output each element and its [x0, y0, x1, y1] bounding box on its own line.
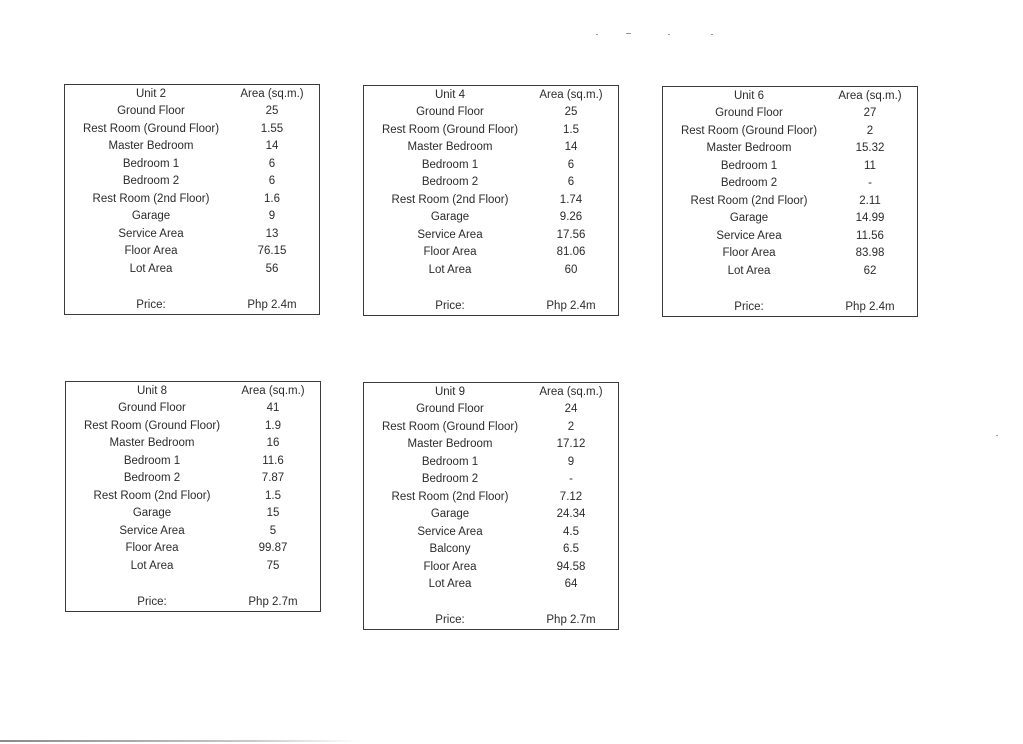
scan-speck — [711, 34, 713, 35]
room-area-value: 2.11 — [859, 194, 881, 207]
room-area-value: 9 — [567, 455, 575, 468]
room-area-value: 9 — [268, 210, 276, 223]
room-area-value: 13 — [265, 227, 279, 240]
scan-speck — [668, 34, 670, 35]
area-row — [669, 227, 911, 245]
room-area-value: 27 — [863, 107, 877, 120]
room-label: Garage — [132, 507, 172, 520]
scan-speck — [626, 33, 631, 34]
area-row — [370, 558, 612, 576]
unit-name: Unit 9 — [434, 385, 466, 398]
area-row — [72, 452, 314, 470]
area-row — [72, 470, 314, 488]
unit-header-row — [72, 382, 314, 400]
room-area-value: 24.34 — [556, 508, 586, 521]
room-area-value: 6 — [567, 158, 575, 171]
room-area-value: 7.87 — [261, 472, 285, 485]
room-area-value: 6 — [268, 157, 276, 170]
room-area-value: 41 — [266, 402, 280, 415]
room-label: Floor Area — [423, 246, 477, 259]
room-label: Master Bedroom — [407, 141, 493, 154]
room-area-value: 14 — [564, 141, 578, 154]
room-area-value: 15.32 — [855, 142, 885, 155]
area-row — [72, 487, 314, 505]
area-row — [72, 505, 314, 523]
room-label: Floor Area — [423, 560, 477, 573]
area-row — [72, 400, 314, 418]
room-label: Rest Room (2nd Floor) — [391, 193, 509, 206]
room-label: Service Area — [716, 229, 782, 242]
area-row — [370, 209, 612, 227]
price-value: Php 2.4m — [247, 298, 297, 311]
area-column-header: Area (sq.m.) — [241, 384, 305, 397]
price-row — [669, 298, 911, 316]
area-row — [370, 139, 612, 157]
area-row — [370, 436, 612, 454]
area-row — [669, 192, 911, 210]
area-row — [71, 173, 313, 191]
room-label: Balcony — [429, 543, 471, 556]
room-area-value: 1.9 — [265, 419, 281, 432]
price-row — [72, 593, 314, 611]
area-row — [370, 488, 612, 506]
room-label: Master Bedroom — [109, 437, 195, 450]
scan-speck — [996, 435, 998, 436]
area-row — [669, 262, 911, 280]
area-row — [370, 191, 612, 209]
unit-header-row — [370, 86, 612, 104]
area-row — [370, 174, 612, 192]
spacer-row — [72, 575, 314, 593]
room-area-value: - — [569, 473, 573, 486]
price-label: Price: — [734, 300, 764, 313]
price-value: Php 2.7m — [546, 614, 596, 626]
room-area-value: 62 — [863, 264, 877, 277]
room-label: Garage — [430, 211, 470, 224]
area-row — [669, 122, 911, 140]
room-label: Bedroom 2 — [122, 175, 180, 188]
price-label: Price: — [137, 595, 167, 608]
area-row — [370, 156, 612, 174]
area-row — [72, 435, 314, 453]
room-label: Bedroom 1 — [123, 454, 181, 467]
room-area-value: 1.55 — [260, 122, 284, 135]
room-label: Rest Room (Ground Floor) — [82, 122, 220, 135]
area-row — [669, 157, 911, 175]
room-area-value: 15 — [266, 507, 280, 520]
room-label: Ground Floor — [416, 403, 484, 416]
unit-name: Unit 4 — [434, 88, 466, 101]
unit-name: Unit 8 — [136, 384, 168, 397]
room-label: Service Area — [417, 525, 483, 538]
area-row — [669, 105, 911, 123]
area-row — [72, 557, 314, 575]
area-row — [71, 225, 313, 243]
room-area-value: 14.99 — [855, 212, 885, 225]
price-row — [370, 297, 612, 315]
room-area-value: 6.5 — [563, 543, 579, 556]
room-label: Bedroom 1 — [421, 158, 479, 171]
area-row — [71, 190, 313, 208]
room-label: Service Area — [119, 524, 185, 537]
spacer-row — [71, 278, 313, 296]
room-label: Floor Area — [124, 245, 178, 258]
room-label: Bedroom 1 — [421, 455, 479, 468]
unit-card — [65, 381, 321, 612]
room-label: Lot Area — [428, 578, 472, 591]
spacer-row — [370, 593, 612, 611]
spacer-row — [370, 279, 612, 297]
area-row — [370, 471, 612, 489]
room-area-value: 9.26 — [559, 211, 583, 224]
price-value: Php 2.4m — [845, 300, 895, 313]
room-area-value: 6 — [268, 175, 276, 188]
area-row — [370, 121, 612, 139]
room-label: Bedroom 2 — [421, 473, 479, 486]
room-area-value: 24 — [564, 403, 578, 416]
unit-card — [64, 84, 320, 315]
area-row — [71, 103, 313, 121]
room-area-value: 2 — [567, 420, 575, 433]
area-row — [71, 260, 313, 278]
room-area-value: 83.98 — [855, 247, 885, 260]
area-row — [72, 522, 314, 540]
room-label: Rest Room (2nd Floor) — [391, 490, 509, 503]
room-area-value: 1.6 — [264, 192, 280, 205]
room-label: Rest Room (Ground Floor) — [83, 419, 221, 432]
area-row — [370, 506, 612, 524]
area-row — [370, 261, 612, 279]
area-row — [71, 120, 313, 138]
room-area-value: 11.6 — [262, 454, 284, 467]
room-label: Lot Area — [428, 263, 472, 276]
unit-name: Unit 2 — [135, 87, 167, 100]
room-label: Ground Floor — [117, 105, 185, 118]
area-row — [370, 453, 612, 471]
room-area-value: 17.56 — [556, 228, 586, 241]
room-area-value: 25 — [564, 106, 578, 119]
room-label: Garage — [430, 508, 470, 521]
area-row — [370, 401, 612, 419]
room-area-value: 7.12 — [559, 490, 583, 503]
price-label: Price: — [435, 299, 465, 312]
area-row — [370, 523, 612, 541]
spacer-row — [669, 280, 911, 298]
room-label: Rest Room (2nd Floor) — [92, 192, 210, 205]
room-label: Garage — [131, 210, 171, 223]
area-column-header: Area (sq.m.) — [240, 87, 304, 100]
scan-speck — [596, 34, 598, 35]
room-label: Ground Floor — [416, 106, 484, 119]
room-label: Service Area — [118, 227, 184, 240]
unit-header-row — [370, 383, 612, 401]
area-row — [370, 576, 612, 594]
unit-name: Unit 6 — [733, 89, 765, 102]
unit-header-row — [71, 85, 313, 103]
area-row — [71, 155, 313, 173]
room-label: Lot Area — [129, 262, 173, 275]
room-area-value: 6 — [567, 176, 575, 189]
room-area-value: 75 — [266, 559, 280, 572]
area-row — [669, 175, 911, 193]
room-label: Rest Room (2nd Floor) — [93, 489, 211, 502]
area-column-header: Area (sq.m.) — [539, 385, 603, 398]
room-label: Bedroom 2 — [123, 472, 181, 485]
area-row — [370, 418, 612, 436]
room-area-value: 94.58 — [556, 560, 586, 573]
room-label: Floor Area — [125, 542, 179, 555]
area-row — [71, 243, 313, 261]
room-area-value: 11.56 — [856, 229, 884, 242]
room-label: Bedroom 1 — [122, 157, 180, 170]
room-label: Floor Area — [722, 247, 776, 260]
room-label: Ground Floor — [118, 402, 186, 415]
room-label: Master Bedroom — [706, 142, 792, 155]
area-row — [71, 138, 313, 156]
unit-card — [363, 85, 619, 316]
price-label: Price: — [435, 614, 465, 626]
room-label: Rest Room (Ground Floor) — [381, 123, 519, 136]
room-label: Garage — [729, 212, 769, 225]
room-area-value: 4.5 — [563, 525, 579, 538]
room-label: Master Bedroom — [108, 140, 194, 153]
area-row — [669, 210, 911, 228]
unit-card — [662, 86, 918, 317]
room-area-value: 81.06 — [556, 246, 586, 259]
price-row — [71, 296, 313, 314]
area-row — [370, 244, 612, 262]
room-label: Ground Floor — [715, 107, 783, 120]
room-area-value: 76.15 — [257, 245, 287, 258]
area-row — [669, 140, 911, 158]
price-label: Price: — [136, 298, 166, 311]
area-row — [370, 226, 612, 244]
room-area-value: 16 — [266, 437, 280, 450]
area-row — [71, 208, 313, 226]
room-label: Rest Room (2nd Floor) — [690, 194, 808, 207]
room-label: Master Bedroom — [407, 438, 493, 451]
room-area-value: 1.5 — [563, 123, 579, 136]
room-area-value: 56 — [265, 262, 279, 275]
room-label: Service Area — [417, 228, 483, 241]
area-column-header: Area (sq.m.) — [838, 89, 902, 102]
room-area-value: 60 — [564, 263, 578, 276]
area-row — [370, 104, 612, 122]
room-label: Bedroom 2 — [720, 177, 778, 190]
room-label: Bedroom 2 — [421, 176, 479, 189]
room-area-value: 5 — [269, 524, 277, 537]
room-area-value: - — [868, 177, 872, 190]
room-area-value: 1.5 — [265, 489, 281, 502]
room-label: Lot Area — [130, 559, 174, 572]
area-row — [72, 417, 314, 435]
area-row — [72, 540, 314, 558]
unit-card — [363, 382, 619, 630]
scan-edge-line — [0, 740, 360, 742]
room-area-value: 2 — [866, 124, 874, 137]
price-value: Php 2.7m — [248, 595, 298, 608]
price-row — [370, 611, 612, 629]
room-label: Lot Area — [727, 264, 771, 277]
room-area-value: 64 — [564, 578, 578, 591]
room-area-value: 11 — [864, 159, 876, 172]
area-column-header: Area (sq.m.) — [539, 88, 603, 101]
room-label: Rest Room (Ground Floor) — [381, 420, 519, 433]
unit-header-row — [669, 87, 911, 105]
price-value: Php 2.4m — [546, 299, 596, 312]
area-row — [669, 245, 911, 263]
room-area-value: 99.87 — [258, 542, 288, 555]
room-label: Bedroom 1 — [720, 159, 778, 172]
room-area-value: 25 — [265, 105, 279, 118]
room-label: Rest Room (Ground Floor) — [680, 124, 818, 137]
area-row — [370, 541, 612, 559]
room-area-value: 14 — [265, 140, 279, 153]
room-area-value: 1.74 — [559, 193, 583, 206]
room-area-value: 17.12 — [556, 438, 586, 451]
